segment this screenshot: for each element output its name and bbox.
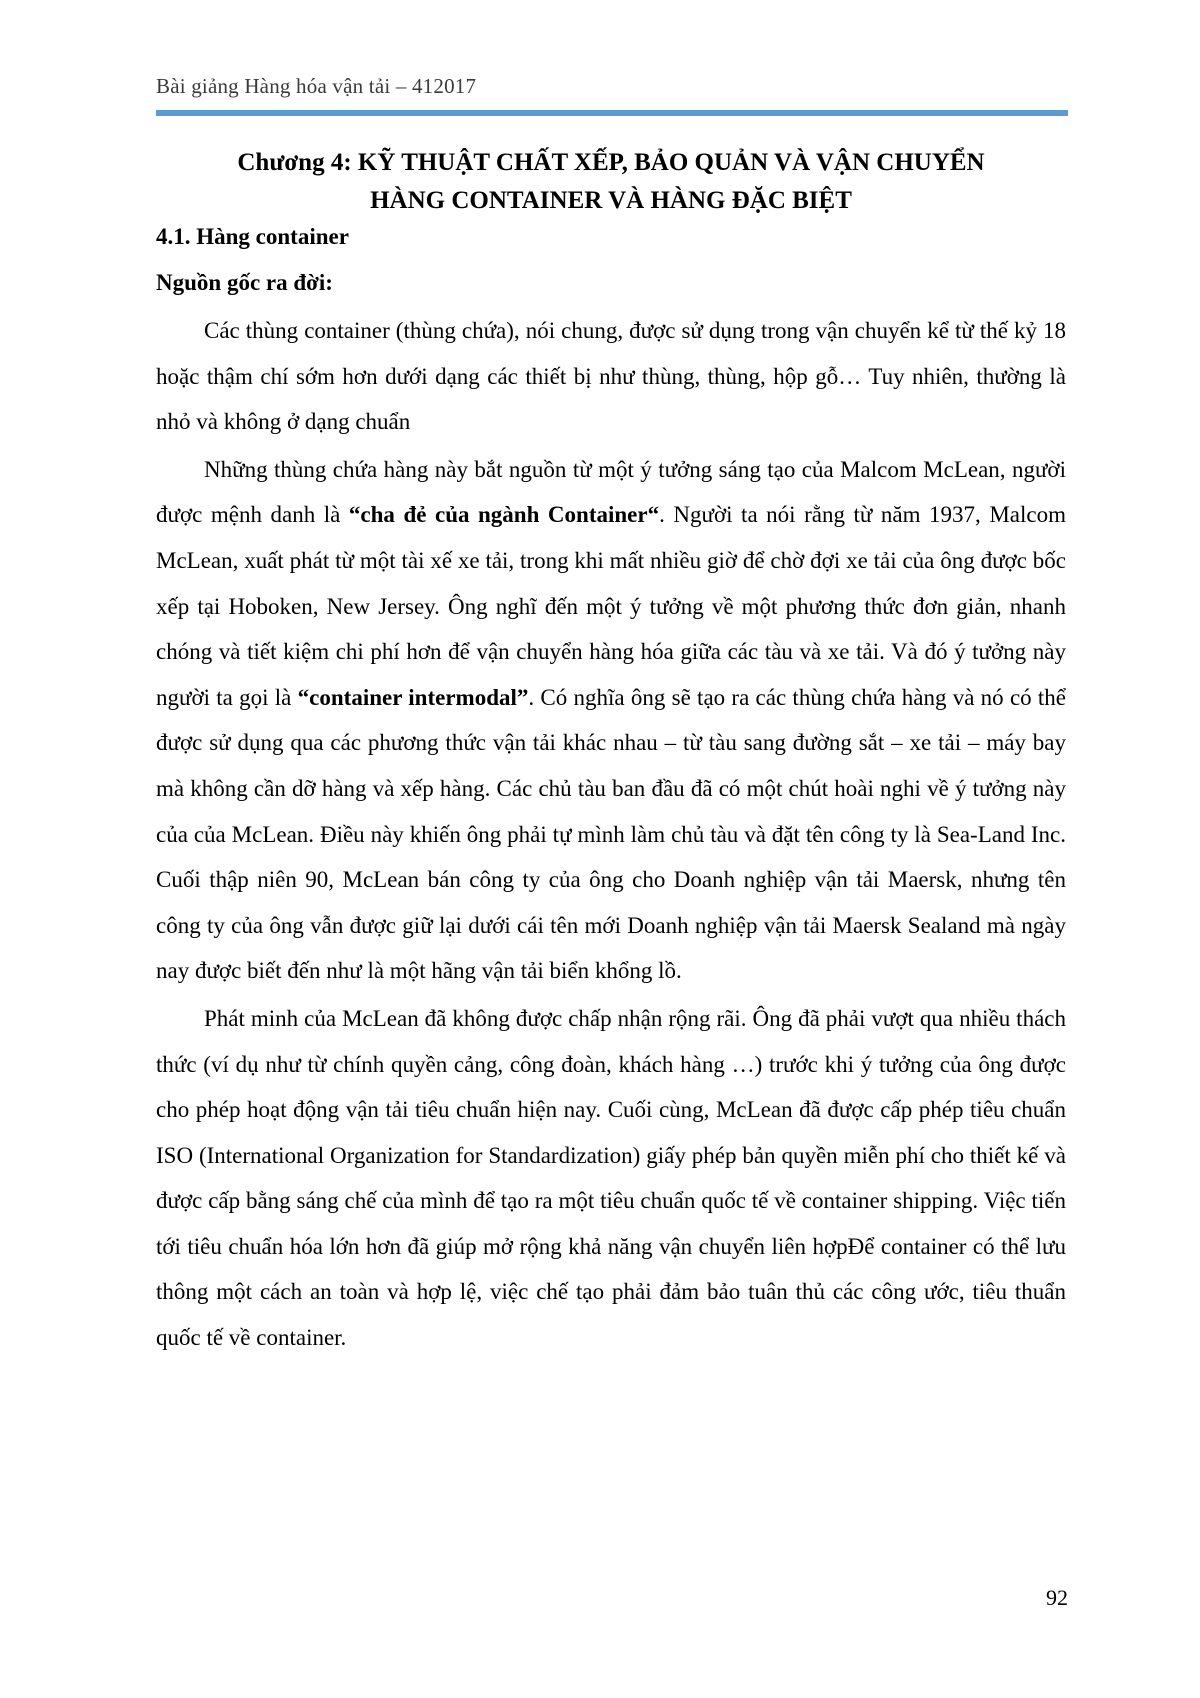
chapter-title-line-2: HÀNG CONTAINER VÀ HÀNG ĐẶC BIỆT [370,187,852,214]
chapter-title-line-1: Chương 4: KỸ THUẬT CHẤT XẾP, BẢO QUẢN VÀ VẬN CHUYỂN [237,149,985,176]
paragraph-2-text-a: Những thùng chứa hàng này bắt nguồn từ một ý tưởng sáng tạo của Malcom McLean, người được mệnh danh là [156,456,1066,528]
chapter-title [156,144,1066,220]
paragraph-2-text-c: . Người ta nói rằng từ năm 1937, Malcom McLean, xuất phát từ một tài xế xe tải, trong khi mất nhiều giờ để chờ đợi xe tải của ông được bốc xếp tại Hoboken, New Jersey. Ông nghĩ đến một ý tưởng về một phương thức đơn giản, nhanh chóng và tiết kiệm chi phí hơn để vận chuyển hàng hóa giữa các tàu và xe tải. Và đó ý tưởng này người ta gọi là [156,502,1066,710]
header-title: Bài giảng Hàng hóa vận tải – 412017 [156,74,477,98]
section-heading: 4.1. Hàng container [156,224,349,249]
paragraph-2-bold-father-of-container: “cha đẻ của ngành Container“ [348,502,660,528]
subheading-origin: Nguồn gốc ra đời: [156,270,333,295]
paragraph-3: Phát minh của McLean đã không được chấp nhận rộng rãi. Ông đã phải vượt qua nhiều thách thức (ví dụ như từ chính quyền cảng, công đoàn, khách hàng …) trước khi ý tưởng của ông được cho phép hoạt động vận tải tiêu chuẩn hiện nay. Cuối cùng, McLean đã được cấp phép tiêu chuẩn ISO (International Organization for Standardization) giấy phép bản quyền miễn phí cho thiết kế và được cấp bằng sáng chế của mình để tạo ra một tiêu chuẩn quốc tế về container shipping. Việc tiến tới tiêu chuẩn hóa lớn hơn đã giúp mở rộng khả năng vận chuyển liên hợpĐể container có thể lưu thông một cách an toàn và hợp lệ, việc chế tạo phải đảm bảo tuân thủ các công ước, tiêu thuẩn quốc tế về container. [156,1005,1066,1351]
paragraph-1: Các thùng container (thùng chứa), nói chung, được sử dụng trong vận chuyển kể từ thế kỷ 18 hoặc thậm chí sớm hơn dưới dạng các thiết bị như thùng, thùng, hộp gỗ… Tuy nhiên, thường là nhỏ và không ở dạng chuẩn [156,318,1066,435]
paragraph-2-text-e: . Có nghĩa ông sẽ tạo ra các thùng chứa hàng và nó có thể được sử dụng qua các phương thức vận tải khác nhau – từ tàu sang đường sắt – xe tải – máy bay mà không cần dỡ hàng và xếp hàng. Các chủ tàu ban đầu đã có một chút hoài nghi về ý tưởng này của của McLean. Điều này khiến ông phải tự mình làm chủ tàu và đặt tên công ty là Sea-Land Inc. Cuối thập niên 90, McLean bán công ty của ông cho Doanh nghiệp vận tải Maersk, nhưng tên công ty của ông vẫn được giữ lại dưới cái tên mới Doanh nghiệp vận tải Maersk Sealand mà ngày nay được biết đến như là một hãng vận tải biển khổng lồ. [156,684,1067,984]
document-body [156,144,1066,1363]
paragraph-2-bold-container-intermodal: “container intermodal” [297,684,529,710]
page-header [156,72,1068,116]
page-number: 92 [1046,1585,1068,1610]
header-divider [156,110,1068,116]
paragraph-2 [156,447,1066,994]
